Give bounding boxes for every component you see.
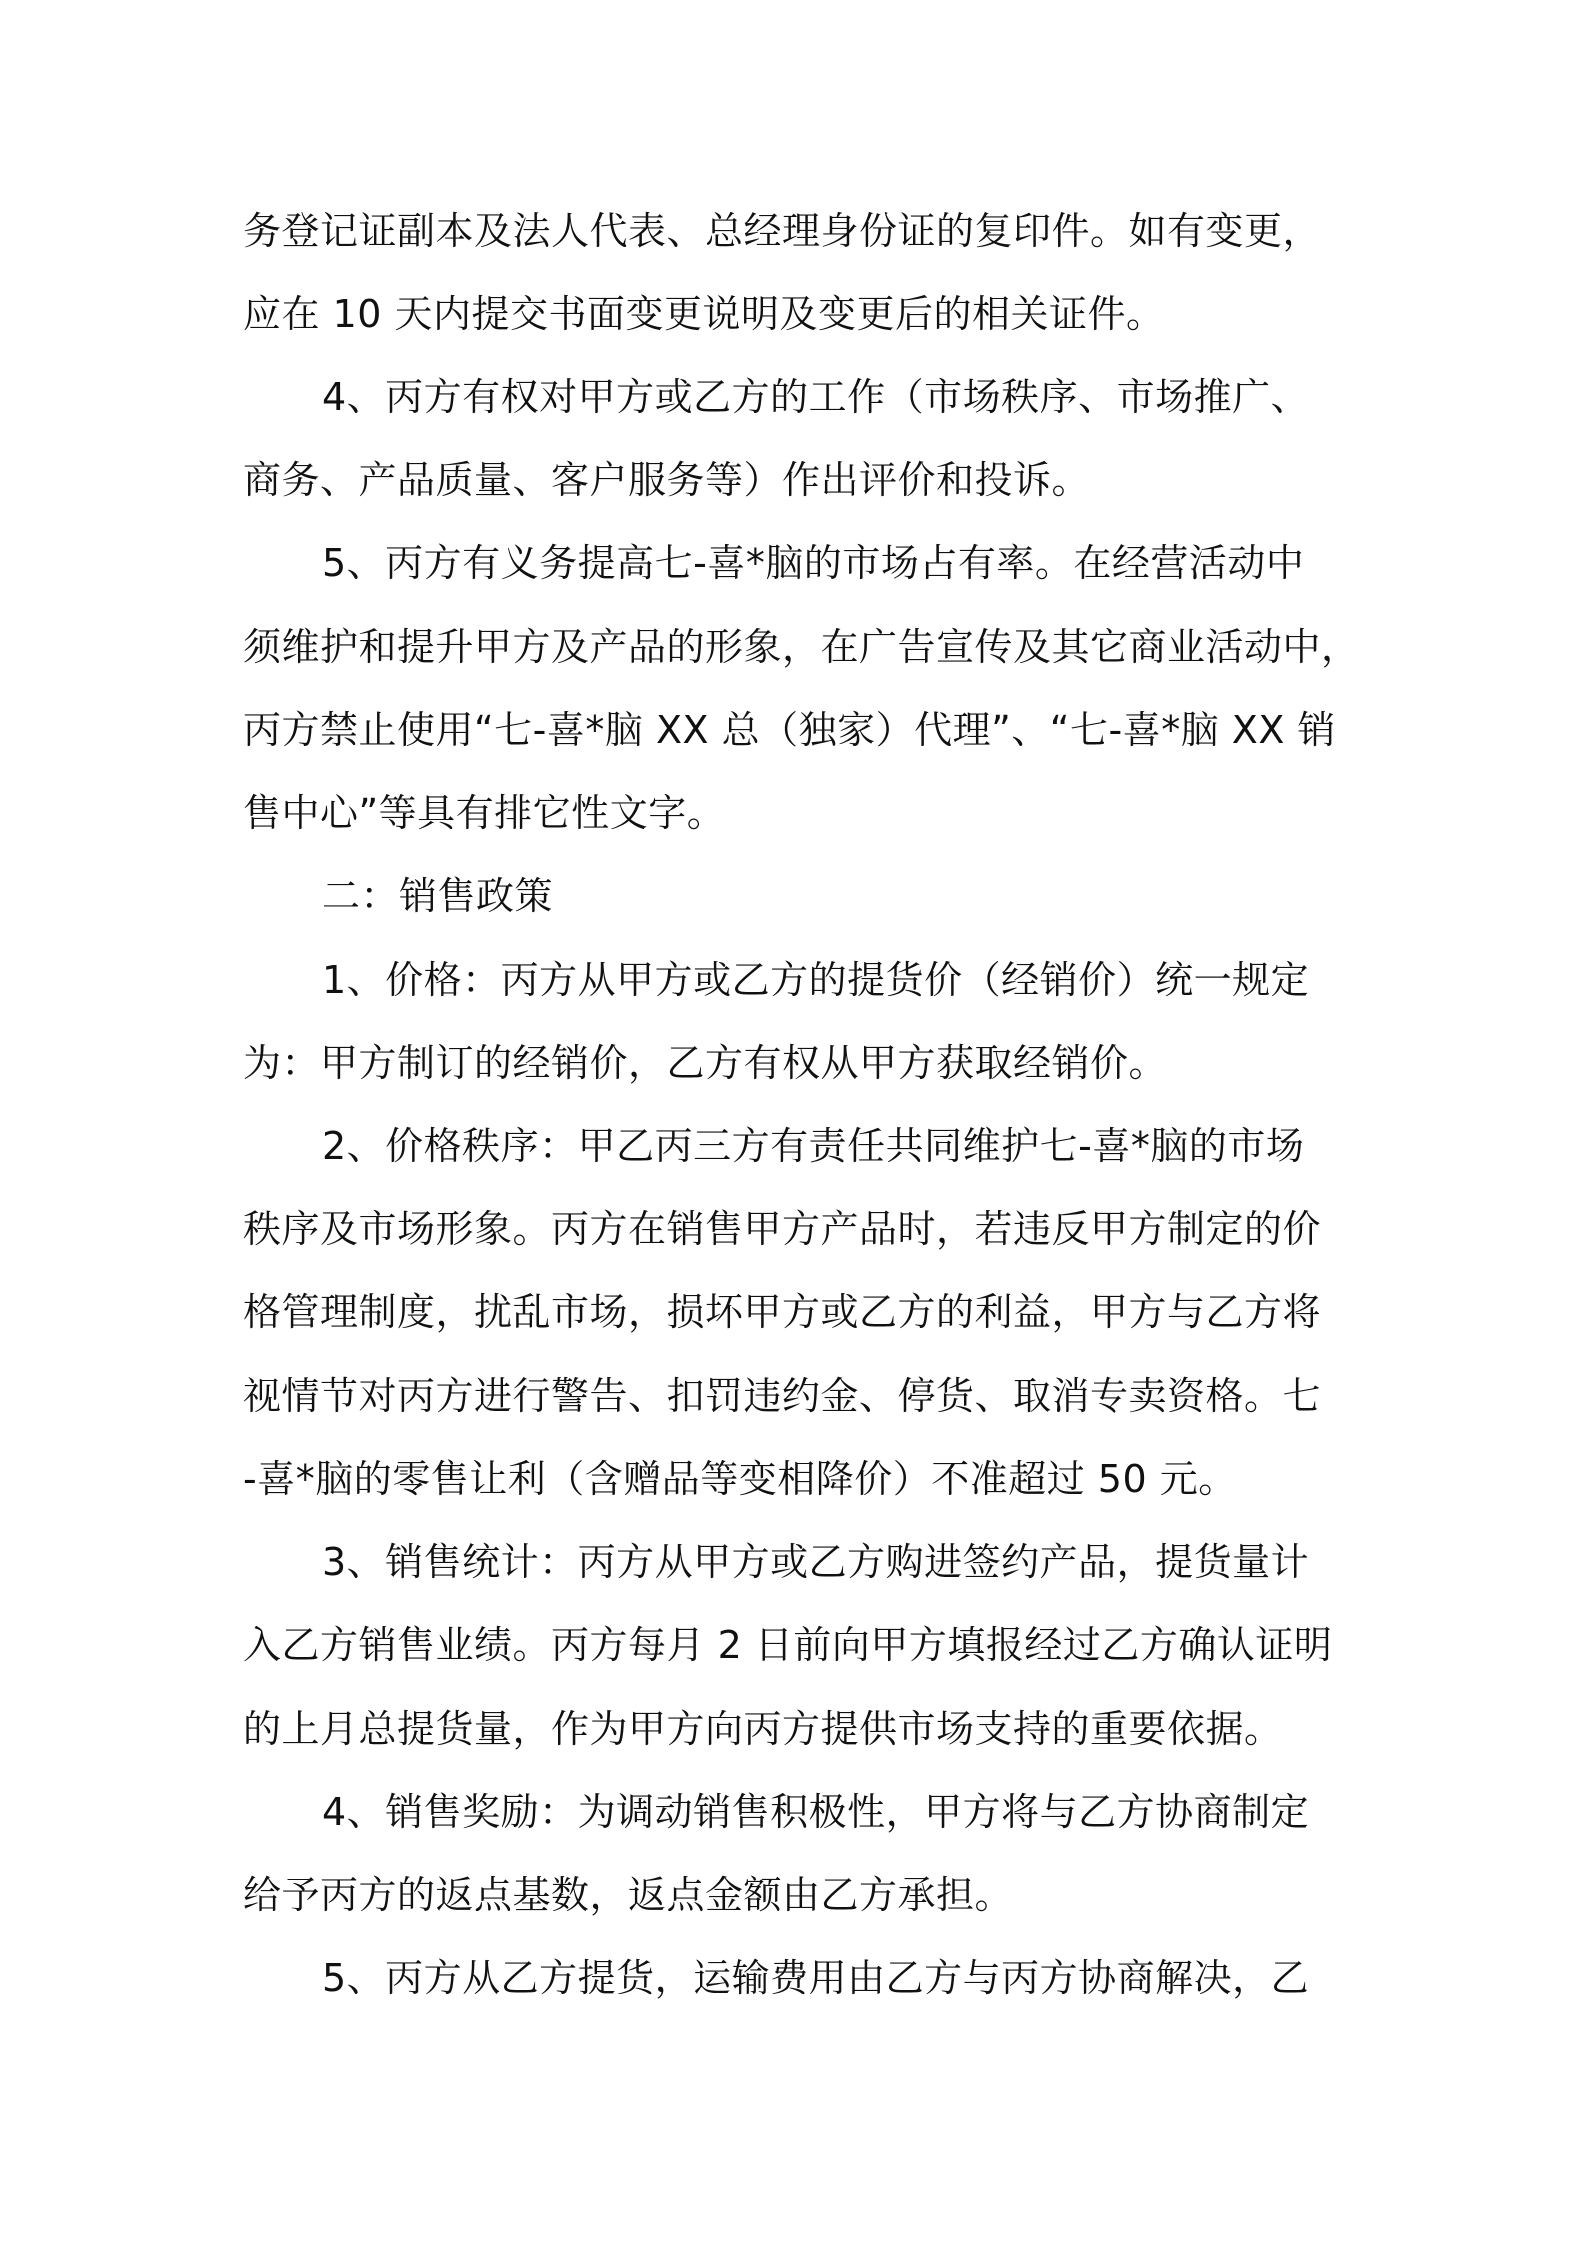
text-line: 为：甲方制订的经销价，乙方有权从甲方获取经销价。 [243,1041,1168,1085]
text-line: 格管理制度，扰乱市场，损坏甲方或乙方的利益，甲方与乙方将 [243,1290,1322,1334]
text-line: 丙方禁止使用“七-喜*脑 XX 总（独家）代理”、“七-喜*脑 XX 销 [243,708,1336,752]
text-line: 视情节对丙方进行警告、扣罚违约金、停货、取消专卖资格。七 [243,1374,1322,1418]
text-line: 商务、产品质量、客户服务等）作出评价和投诉。 [243,458,1091,502]
text-line: 须维护和提升甲方及产品的形象，在广告宣传及其它商业活动中， [243,625,1360,669]
text-line: 入乙方销售业绩。丙方每月 2 日前向甲方填报经过乙方确认证明 [243,1623,1333,1667]
text-line: -喜*脑的零售让利（含赠品等变相降价）不准超过 50 元。 [243,1457,1237,1501]
text-line: 应在 10 天内提交书面变更说明及变更后的相关证件。 [243,292,1165,336]
text-line: 3、销售统计：丙方从甲方或乙方购进签约产品，提货量计 [322,1540,1310,1584]
text-line: 务登记证副本及法人代表、总经理身份证的复印件。如有变更， [243,209,1322,253]
text-line: 4、丙方有权对甲方或乙方的工作（市场秩序、市场推广、 [322,375,1310,419]
text-line: 秩序及市场形象。丙方在销售甲方产品时，若违反甲方制定的价 [243,1207,1322,1251]
text-line: 5、丙方有义务提高七-喜*脑的市场占有率。在经营活动中 [322,541,1305,585]
text-line: 5、丙方从乙方提货，运输费用由乙方与丙方协商解决，乙 [322,1956,1310,2000]
text-line: 售中心”等具有排它性文字。 [243,791,726,835]
section-heading: 二：销售政策 [322,874,554,918]
text-line: 1、价格：丙方从甲方或乙方的提货价（经销价）统一规定 [322,958,1310,1002]
text-line: 4、销售奖励：为调动销售积极性，甲方将与乙方协商制定 [322,1790,1310,1834]
text-line: 的上月总提货量，作为甲方向丙方提供市场支持的重要依据。 [243,1707,1283,1751]
text-line: 2、价格秩序：甲乙丙三方有责任共同维护七-喜*脑的市场 [322,1124,1305,1168]
text-line: 给予丙方的返点基数，返点金额由乙方承担。 [243,1873,1014,1917]
